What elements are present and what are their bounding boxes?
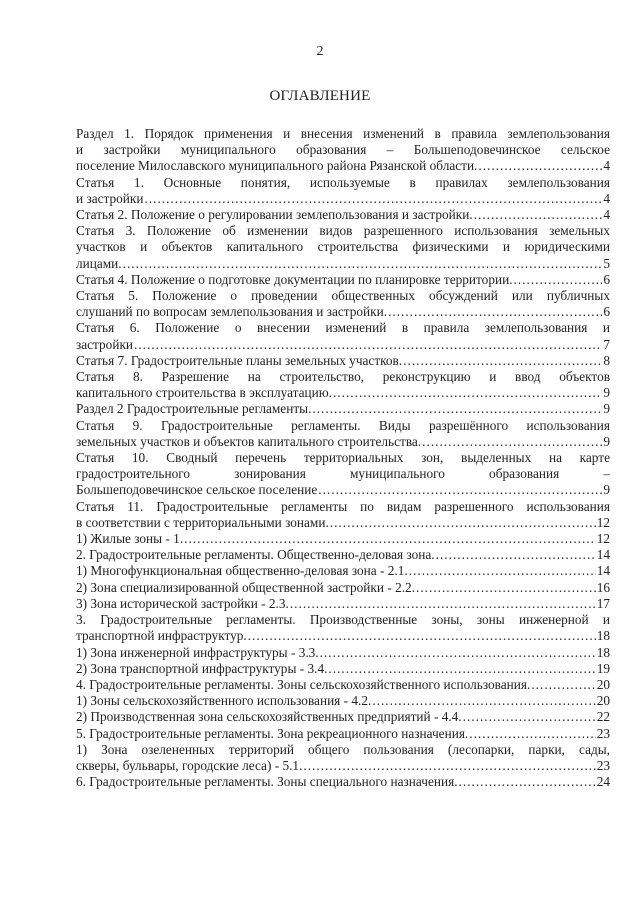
page-number: 2 [316, 44, 324, 59]
dot-leader [330, 515, 596, 531]
toc-entry-text: в соответствии с территориальными зонами. [76, 514, 329, 530]
dot-leader [144, 191, 602, 207]
toc-page-number: 19 [596, 660, 610, 676]
toc-page-number: 22 [596, 709, 610, 725]
toc-entry-text: 2) Производственная зона сельскохозяйственных предприятий - 4.4. [76, 709, 462, 725]
toc-entry[interactable] [76, 774, 610, 790]
toc-page-number: 8 [603, 352, 610, 368]
toc-entry[interactable] [76, 450, 610, 499]
dot-leader [184, 531, 596, 547]
toc-entry-line: Статья 8. Разрешение на строительство, реконструкцию и ввод объектов [76, 369, 610, 385]
dot-leader [290, 596, 596, 612]
toc-page-number: 9 [603, 401, 610, 417]
toc-entry-leader-line [76, 693, 610, 709]
toc-entry[interactable] [76, 288, 610, 320]
toc-entry[interactable] [76, 563, 610, 579]
toc-entry[interactable] [76, 661, 610, 677]
toc-entry[interactable] [76, 126, 610, 175]
toc-entry-line: Статья 9. Градостроительные регламенты. Виды разрешённого использования [76, 417, 610, 433]
toc-entry[interactable] [76, 353, 610, 369]
toc-entry[interactable] [76, 175, 610, 207]
toc-page-number: 20 [596, 676, 610, 692]
toc-page-number: 9 [603, 433, 610, 449]
toc-entry-text: слушаний по вопросам землепользования и застройки. [76, 304, 388, 320]
dot-leader [134, 337, 602, 353]
toc-entry-line: 1) Зона озелененных территорий общего пользования (лесопарки, парки, сады, [76, 741, 610, 757]
toc-entry-leader-line [76, 531, 610, 547]
toc-page-number: 6 [603, 304, 610, 320]
dot-leader [372, 693, 595, 709]
dot-leader [312, 401, 602, 417]
toc-entry-text: земельных участков и объектов капитального строительства. [76, 433, 422, 449]
toc-entry-text: и застройки [76, 190, 144, 206]
toc-entry[interactable] [76, 531, 610, 547]
toc-page-number: 6 [603, 271, 610, 287]
toc-page-number: 18 [596, 628, 610, 644]
dot-leader [328, 661, 595, 677]
toc-page-number: 12 [596, 531, 610, 547]
toc-entry-leader-line [76, 337, 610, 353]
toc-entry-leader-line [76, 272, 610, 288]
toc-entry[interactable] [76, 369, 610, 401]
toc-page-number: 23 [596, 757, 610, 773]
dot-leader [403, 353, 602, 369]
toc-entry[interactable] [76, 726, 610, 742]
toc-entry-text: 1) Зоны сельскохозяйственного использования - 4.2. [76, 693, 372, 709]
toc-entry-text: 4. Градостроительные регламенты. Зоны сельскохозяйственного использования. [76, 676, 531, 692]
toc-entry-text: 2) Зона специализированной общественной застройки - 2.2. [76, 579, 416, 595]
dot-leader [318, 482, 602, 498]
toc-page-number: 24 [596, 774, 610, 790]
toc-page-number: 14 [596, 547, 610, 563]
toc-entry-leader-line [76, 353, 610, 369]
toc-entry-text: Большеподовечинское сельское поселение [76, 482, 318, 498]
toc-entry-leader-line [76, 547, 610, 563]
dot-leader [474, 207, 603, 223]
dot-leader [436, 547, 596, 563]
dot-leader [459, 774, 596, 790]
toc-entry[interactable] [76, 272, 610, 288]
toc-entry[interactable] [76, 612, 610, 644]
dot-leader [409, 563, 596, 579]
toc-entry[interactable] [76, 223, 610, 272]
toc-entry[interactable] [76, 709, 610, 725]
toc-entry[interactable] [76, 401, 610, 417]
toc-entry-leader-line [76, 515, 610, 531]
toc-page-number: 9 [603, 385, 610, 401]
toc-entry-text: застройки [76, 336, 134, 352]
dot-leader [333, 385, 602, 401]
toc-entry-leader-line [76, 677, 610, 693]
toc-entry[interactable] [76, 596, 610, 612]
dot-leader [422, 434, 602, 450]
toc-entry-leader-line [76, 758, 610, 774]
toc-entry[interactable] [76, 499, 610, 531]
toc-entry-text: поселение Милославского муниципального района Рязанской области. [76, 158, 478, 174]
toc-entry-text: 1) Многофункциональная общественно-деловая зона - 2.1. [76, 563, 408, 579]
toc-entry-leader-line [76, 709, 610, 725]
toc-entry[interactable] [76, 580, 610, 596]
toc-entry-line: 3. Градостроительные регламенты. Производственные зоны, зоны инженерной и [76, 612, 610, 628]
toc-entry-line: Статья 3. Положение об изменении видов разрешенного использования земельных [76, 223, 610, 239]
toc-entry-text: Статья 7. Градостроительные планы земельных участков. [76, 352, 403, 368]
toc-entry-line: Статья 11. Градостроительные регламенты по видам разрешенного использования [76, 498, 610, 514]
toc-entry-text: 2. Градостроительные регламенты. Общественно-деловая зона. [76, 547, 435, 563]
toc-entry-leader-line [76, 401, 610, 417]
toc-entry[interactable] [76, 677, 610, 693]
toc-page-number: 17 [596, 595, 610, 611]
toc-entry-line: Статья 10. Сводный перечень территориальных зон, выделенных на карте [76, 450, 610, 466]
dot-leader [320, 645, 596, 661]
toc-entry-text: Раздел 2 Градостроительные регламенты. [76, 401, 312, 417]
toc-entry-text: 3) Зона исторической застройки - 2.3. [76, 595, 289, 611]
toc-entry-text: скверы, бульвары, городские леса) - 5.1. [76, 757, 303, 773]
toc-entry[interactable] [76, 742, 610, 774]
toc-entry-leader-line [76, 482, 610, 498]
toc-entry-leader-line [76, 661, 610, 677]
toc-entry-leader-line [76, 645, 610, 661]
toc-page-number: 20 [596, 693, 610, 709]
toc-page-number: 18 [596, 644, 610, 660]
toc-entry-leader-line [76, 726, 610, 742]
toc-page-number: 23 [596, 725, 610, 741]
dot-leader [478, 158, 602, 174]
toc-entry-leader-line [76, 434, 610, 450]
dot-leader [248, 628, 596, 644]
dot-leader [416, 580, 596, 596]
toc-entry-line: Статья 5. Положение о проведении общественных обсуждений или публичных [76, 288, 610, 304]
dot-leader [388, 304, 602, 320]
toc-entry-leader-line [76, 628, 610, 644]
toc-page-number: 4 [603, 190, 610, 206]
toc-entry-leader-line [76, 207, 610, 223]
toc-entry-line: и застройки муниципального образования – Большеподовечинское сельское [76, 142, 610, 158]
toc-entry-leader-line [76, 191, 610, 207]
toc-title: ОГЛАВЛЕНИЕ [269, 88, 371, 104]
dot-leader [531, 677, 595, 693]
toc-entry-leader-line [76, 580, 610, 596]
toc-entry-leader-line [76, 158, 610, 174]
toc-page-number: 14 [596, 563, 610, 579]
toc-page-number: 4 [603, 207, 610, 223]
toc-entry-leader-line [76, 563, 610, 579]
dot-leader [303, 758, 595, 774]
dot-leader [514, 272, 603, 288]
toc-entry[interactable] [76, 693, 610, 709]
toc-entry-leader-line [76, 256, 610, 272]
toc-entry-leader-line [76, 774, 610, 790]
toc-entry-leader-line [76, 385, 610, 401]
toc-entry-line: градостроительного зонирования муниципального образования – [76, 466, 610, 482]
toc-entry-text: 1) Жилые зоны - 1. [76, 531, 184, 547]
toc-entry-line: участков и объектов капитального строительства физическими и юридическими [76, 239, 610, 255]
toc-page-number: 5 [603, 255, 610, 271]
toc-page-number: 16 [596, 579, 610, 595]
toc-entry-text: 1) Зона инженерной инфраструктуры - 3.3. [76, 644, 319, 660]
toc-entry-line: Статья 1. Основные понятия, используемые в правилах землепользования [76, 174, 610, 190]
toc-entry-text: транспортной инфраструктур. [76, 628, 247, 644]
toc-entry-text: 6. Градостроительные регламенты. Зоны специального назначения. [76, 774, 458, 790]
toc-entry-line: Раздел 1. Порядок применения и внесения изменений в правила землепользования [76, 126, 610, 141]
toc-page-number: 7 [603, 336, 610, 352]
toc-page-number: 4 [603, 158, 610, 174]
table-of-contents [76, 126, 610, 790]
toc-entry[interactable] [76, 207, 610, 223]
toc-entry-text: 5. Градостроительные регламенты. Зона рекреационного назначения. [76, 725, 469, 741]
toc-entry-text: капитального строительства в эксплуатацию. [76, 385, 332, 401]
dot-leader [123, 256, 603, 272]
toc-entry[interactable] [76, 547, 610, 563]
toc-entry-text: лицами. [76, 255, 122, 271]
toc-entry-leader-line [76, 304, 610, 320]
toc-entry[interactable] [76, 645, 610, 661]
toc-page-number: 12 [596, 514, 610, 530]
toc-entry-line: Статья 6. Положение о внесении изменений в правила землепользования и [76, 320, 610, 336]
toc-entry[interactable] [76, 320, 610, 352]
toc-entry[interactable] [76, 418, 610, 450]
dot-leader [469, 726, 595, 742]
toc-entry-leader-line [76, 596, 610, 612]
dot-leader [463, 709, 596, 725]
toc-entry-text: 2) Зона транспортной инфраструктуры - 3.4. [76, 660, 328, 676]
toc-entry-text: Статья 4. Положение о подготовке документации по планировке территории. [76, 271, 513, 287]
toc-entry-text: Статья 2. Положение о регулировании землепользования и застройки. [76, 207, 473, 223]
toc-page-number: 9 [603, 482, 610, 498]
